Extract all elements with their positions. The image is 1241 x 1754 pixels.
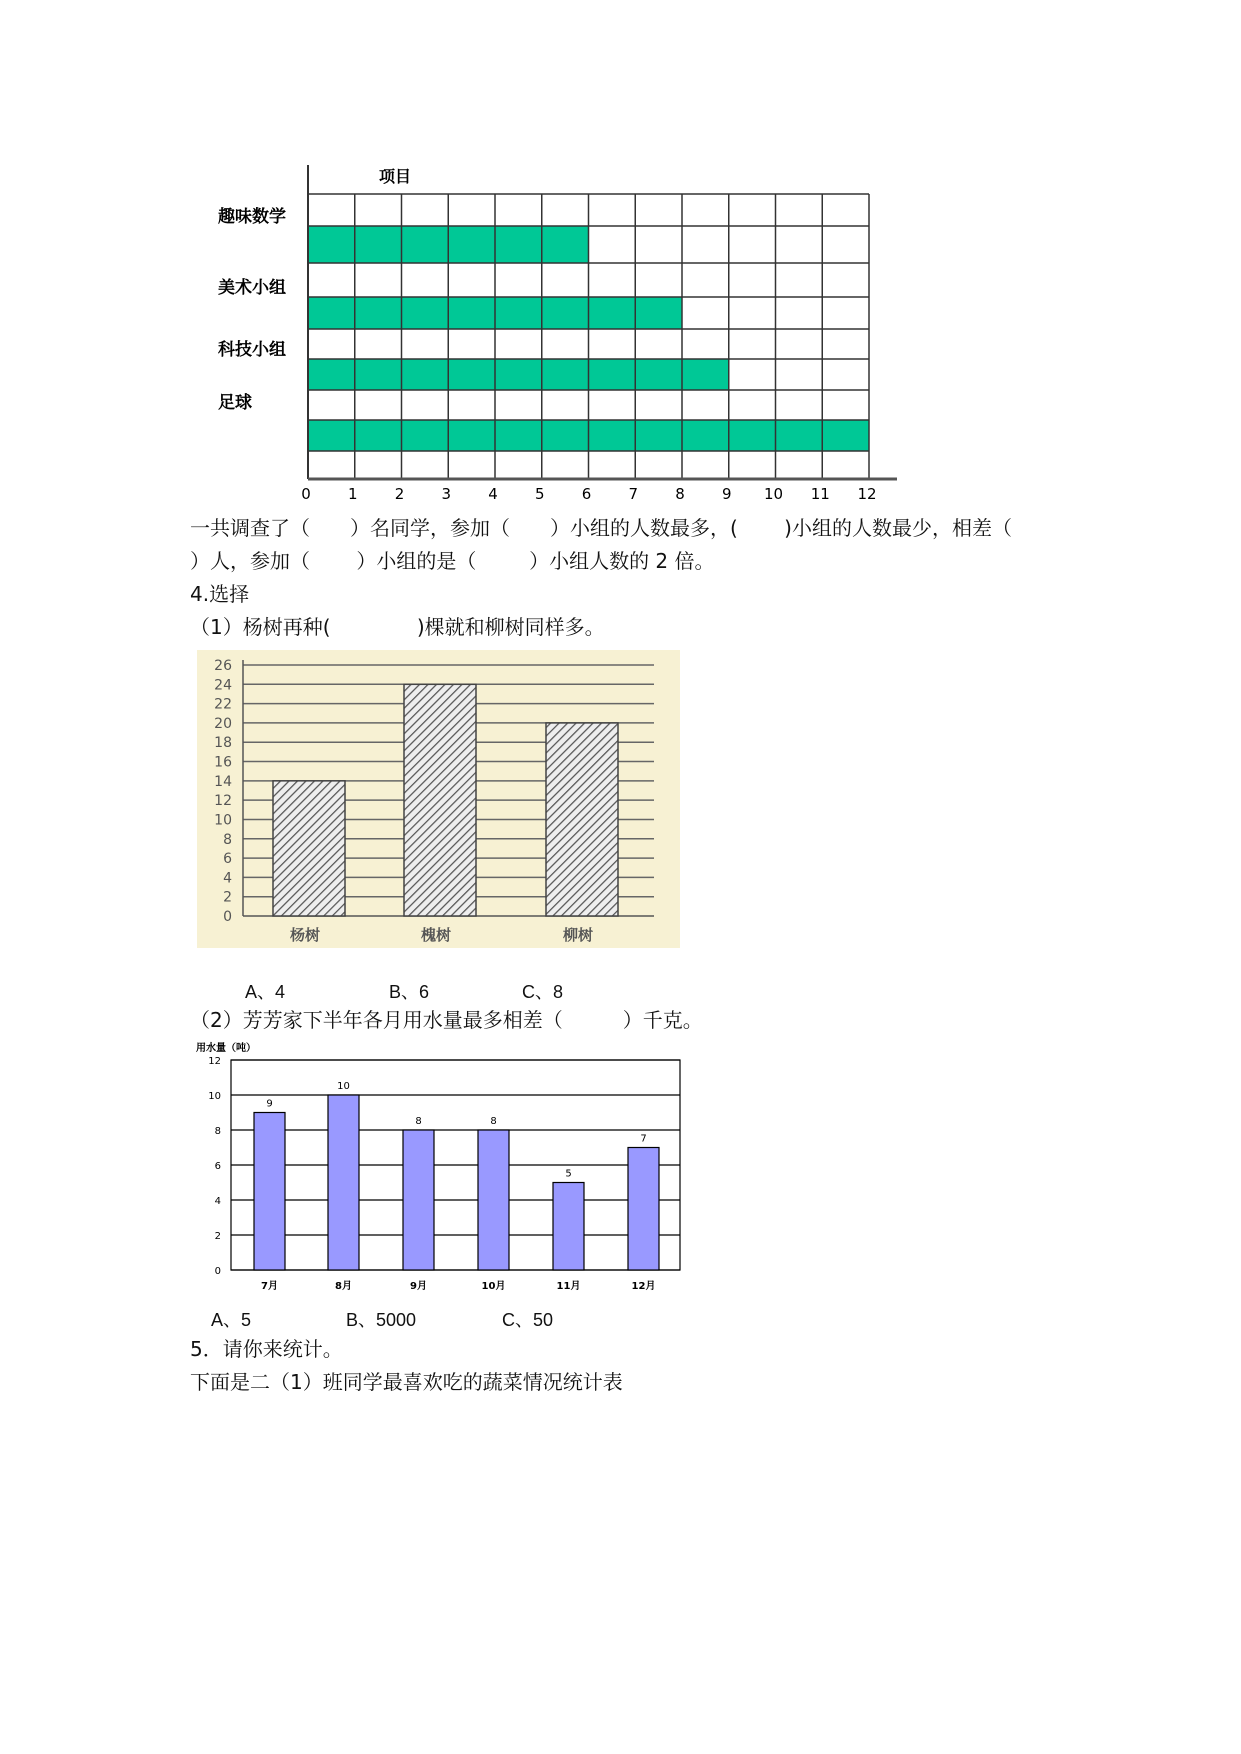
- question-line-2: ）人，参加（ ）小组的是（ ）小组人数的 2 倍。: [190, 549, 715, 573]
- x-tick-label: 槐树: [420, 926, 452, 944]
- category-label: 趣味数学: [218, 207, 286, 227]
- section-5-heading: 5．请你来统计。: [190, 1337, 343, 1361]
- y-tick-label: 0: [223, 909, 232, 925]
- bar: [404, 684, 476, 916]
- chart-trees: [197, 650, 680, 948]
- bar: [553, 1183, 584, 1271]
- x-tick-label: 1: [347, 485, 358, 503]
- y-axis-label: 用水量（吨）: [196, 1043, 256, 1054]
- x-tick-label: 7月: [261, 1281, 278, 1292]
- x-tick-label: 0: [301, 485, 311, 503]
- section-4-heading: 4.选择: [190, 582, 250, 606]
- x-tick-label: 12: [857, 485, 877, 503]
- option-c[interactable]: C、8: [522, 982, 564, 1002]
- x-tick-label: 10月: [481, 1281, 506, 1292]
- y-tick-label: 12: [208, 1056, 221, 1067]
- data-label: 8: [415, 1116, 422, 1127]
- y-tick-label: 4: [214, 1196, 221, 1207]
- bar: [403, 1130, 434, 1270]
- x-tick-label: 8月: [335, 1281, 352, 1292]
- y-tick-label: 8: [223, 831, 232, 848]
- x-tick-label: 11月: [556, 1281, 581, 1292]
- x-tick-label: 5: [534, 485, 545, 503]
- bar: [308, 359, 729, 390]
- data-label: 9: [266, 1098, 273, 1110]
- y-tick-label: 20: [214, 715, 232, 732]
- bar: [254, 1113, 285, 1271]
- section-5-intro: 下面是二（1）班同学最喜欢吃的蔬菜情况统计表: [190, 1370, 623, 1394]
- y-tick-label: 22: [214, 696, 232, 713]
- y-tick-label: 10: [208, 1091, 221, 1102]
- option-c[interactable]: C、50: [502, 1310, 554, 1330]
- y-tick-label: 16: [214, 754, 232, 771]
- data-label: 5: [565, 1168, 572, 1180]
- option-b[interactable]: B、5000: [346, 1310, 417, 1330]
- y-tick-label: 26: [214, 658, 232, 674]
- chart-water-usage: [190, 1040, 690, 1300]
- x-tick-label: 2: [394, 485, 405, 503]
- bar: [546, 723, 618, 916]
- y-tick-label: 0: [214, 1266, 221, 1277]
- data-label: 7: [640, 1133, 647, 1145]
- y-tick-label: 8: [214, 1126, 221, 1137]
- option-a[interactable]: A、4: [245, 982, 286, 1002]
- bar: [628, 1148, 659, 1271]
- bar: [478, 1130, 509, 1270]
- y-tick-label: 6: [223, 851, 232, 868]
- bar: [273, 781, 345, 916]
- chart-title: 项目: [378, 167, 412, 186]
- x-tick-label: 10: [763, 485, 784, 503]
- x-tick-label: 9月: [410, 1281, 427, 1292]
- bar: [328, 1095, 359, 1270]
- x-tick-label: 4: [488, 485, 498, 503]
- x-tick-label: 8: [675, 485, 685, 503]
- x-tick-label: 7: [628, 485, 639, 503]
- y-tick-label: 24: [214, 677, 232, 694]
- y-tick-label: 14: [214, 773, 232, 790]
- x-tick-label: 9: [721, 485, 732, 503]
- x-tick-label: 杨树: [289, 926, 321, 944]
- data-label: 10: [337, 1081, 350, 1092]
- y-tick-label: 4: [223, 870, 232, 887]
- y-tick-label: 6: [214, 1161, 221, 1172]
- option-b[interactable]: B、6: [389, 982, 430, 1002]
- category-label: 美术小组: [218, 278, 286, 298]
- category-label: 足球: [218, 393, 252, 413]
- category-label: 科技小组: [218, 340, 286, 360]
- data-label: 8: [490, 1116, 497, 1127]
- question-line-1: 一共调查了（ ）名同学，参加（ ）小组的人数最多，( )小组的人数最少，相差（: [190, 516, 1012, 540]
- chart-interest-groups: [180, 160, 920, 505]
- y-tick-label: 12: [214, 793, 232, 810]
- question-4-1: （1）杨树再种( )棵就和柳树同样多。: [190, 615, 605, 639]
- question-4-2: （2）芳芳家下半年各月用水量最多相差（ ）千克。: [190, 1008, 703, 1032]
- option-a[interactable]: A、5: [211, 1310, 252, 1330]
- x-tick-label: 6: [581, 485, 592, 503]
- x-tick-label: 11: [810, 485, 830, 503]
- x-tick-label: 柳树: [562, 926, 594, 944]
- y-tick-label: 10: [214, 812, 232, 829]
- y-tick-label: 2: [223, 889, 232, 906]
- y-tick-label: 2: [214, 1231, 221, 1242]
- x-tick-label: 3: [441, 485, 452, 503]
- y-tick-label: 18: [214, 735, 232, 752]
- x-tick-label: 12月: [631, 1281, 656, 1292]
